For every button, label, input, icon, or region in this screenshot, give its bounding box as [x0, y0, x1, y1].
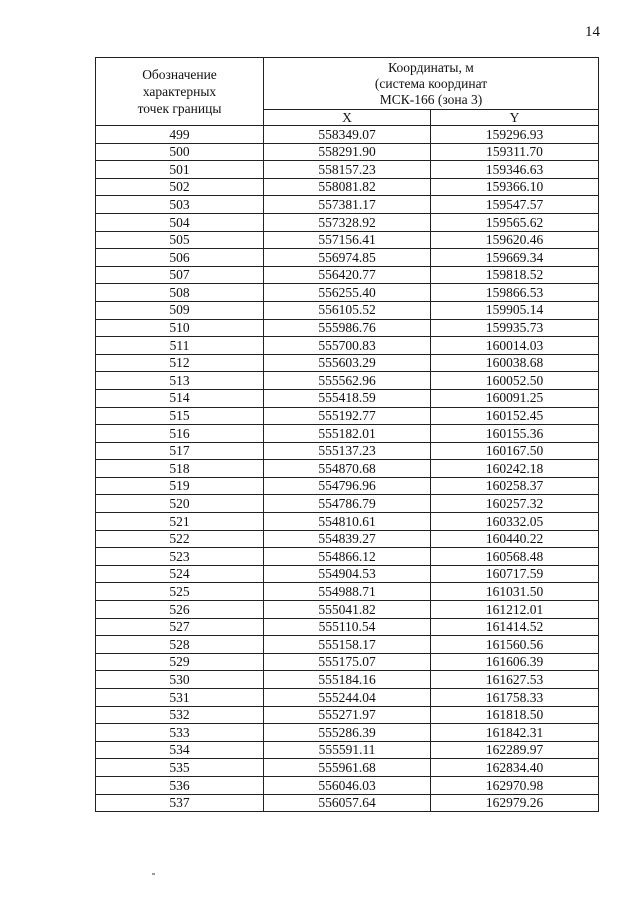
point-id-cell: 527: [96, 618, 264, 636]
y-coordinate-cell: 160257.32: [431, 495, 599, 513]
point-id-cell: 532: [96, 706, 264, 724]
y-coordinate-cell: 160014.03: [431, 337, 599, 355]
x-coordinate-cell: 556255.40: [264, 284, 431, 302]
x-column-header: X: [264, 110, 431, 126]
table-row: [96, 178, 599, 196]
y-coordinate-cell: 161560.56: [431, 636, 599, 654]
x-coordinate-cell: 558081.82: [264, 178, 431, 196]
point-id-cell: 519: [96, 477, 264, 495]
table-row: [96, 196, 599, 214]
x-coordinate-cell: 555137.23: [264, 442, 431, 460]
y-coordinate-cell: 160242.18: [431, 460, 599, 478]
x-coordinate-cell: 555961.68: [264, 759, 431, 777]
table-row: [96, 213, 599, 231]
y-coordinate-cell: 159905.14: [431, 301, 599, 319]
y-coordinate-cell: 161414.52: [431, 618, 599, 636]
coords-header-line-1: Координаты, м: [388, 59, 474, 75]
table-row: [96, 284, 599, 302]
point-id-cell: 511: [96, 337, 264, 355]
y-coordinate-cell: 160155.36: [431, 425, 599, 443]
table-row: [96, 143, 599, 161]
x-coordinate-cell: 558157.23: [264, 161, 431, 179]
table-row: [96, 759, 599, 777]
x-coordinate-cell: 554796.96: [264, 477, 431, 495]
x-coordinate-cell: 556057.64: [264, 794, 431, 812]
table-row: [96, 636, 599, 654]
point-id-cell: 516: [96, 425, 264, 443]
table-row: [96, 161, 599, 179]
point-id-cell: 504: [96, 213, 264, 231]
y-coordinate-cell: 161758.33: [431, 689, 599, 707]
point-id-cell: 514: [96, 389, 264, 407]
table-row: [96, 724, 599, 742]
table-row: [96, 301, 599, 319]
y-coordinate-cell: 160038.68: [431, 354, 599, 372]
x-coordinate-cell: 558349.07: [264, 126, 431, 144]
y-coordinate-cell: 160152.45: [431, 407, 599, 425]
coordinates-table: [95, 57, 599, 812]
table-row: [96, 126, 599, 144]
point-id-cell: 517: [96, 442, 264, 460]
table-row: [96, 460, 599, 478]
point-id-cell: 515: [96, 407, 264, 425]
x-coordinate-cell: 554786.79: [264, 495, 431, 513]
point-id-cell: 528: [96, 636, 264, 654]
point-id-cell: 503: [96, 196, 264, 214]
x-coordinate-cell: 555041.82: [264, 601, 431, 619]
x-coordinate-cell: 555158.17: [264, 636, 431, 654]
table-row: [96, 495, 599, 513]
point-header-line-1: Обозначение: [142, 67, 217, 82]
point-id-cell: 505: [96, 231, 264, 249]
x-coordinate-cell: 556046.03: [264, 776, 431, 794]
table-row: [96, 530, 599, 548]
y-coordinate-cell: 159346.63: [431, 161, 599, 179]
y-coordinate-cell: 162289.97: [431, 741, 599, 759]
table-row: [96, 442, 599, 460]
x-coordinate-cell: 555271.97: [264, 706, 431, 724]
y-coordinate-cell: 159565.62: [431, 213, 599, 231]
coordinates-table-body: [96, 126, 599, 812]
x-coordinate-cell: 555603.29: [264, 354, 431, 372]
x-coordinate-cell: 554810.61: [264, 513, 431, 531]
table-row: [96, 741, 599, 759]
x-coordinate-cell: 555986.76: [264, 319, 431, 337]
point-id-cell: 522: [96, 530, 264, 548]
table-row: [96, 601, 599, 619]
x-coordinate-cell: 555700.83: [264, 337, 431, 355]
coords-header-line-3: МСК-166 (зона 3): [379, 91, 483, 107]
y-coordinate-cell: 160332.05: [431, 513, 599, 531]
table-row: [96, 389, 599, 407]
point-id-cell: 537: [96, 794, 264, 812]
point-id-cell: 524: [96, 565, 264, 583]
coordinates-header: [264, 58, 599, 110]
table-row: [96, 425, 599, 443]
coords-header-line-2: (система координат: [374, 75, 488, 91]
point-id-cell: 513: [96, 372, 264, 390]
point-id-cell: 502: [96, 178, 264, 196]
point-id-cell: 520: [96, 495, 264, 513]
y-coordinate-cell: 160717.59: [431, 565, 599, 583]
x-coordinate-cell: 557381.17: [264, 196, 431, 214]
x-coordinate-cell: 554904.53: [264, 565, 431, 583]
y-coordinate-cell: 160440.22: [431, 530, 599, 548]
table-row: [96, 565, 599, 583]
point-header-line-3: точек границы: [137, 101, 222, 116]
y-coordinate-cell: 161031.50: [431, 583, 599, 601]
table-row: [96, 618, 599, 636]
table-row: [96, 231, 599, 249]
point-id-cell: 521: [96, 513, 264, 531]
table-row: [96, 319, 599, 337]
y-coordinate-cell: 159935.73: [431, 319, 599, 337]
x-coordinate-cell: 555192.77: [264, 407, 431, 425]
point-id-cell: 518: [96, 460, 264, 478]
y-coordinate-cell: 160167.50: [431, 442, 599, 460]
y-coordinate-cell: 160052.50: [431, 372, 599, 390]
x-coordinate-cell: 555286.39: [264, 724, 431, 742]
point-id-cell: 501: [96, 161, 264, 179]
point-id-cell: 523: [96, 548, 264, 566]
table-row: [96, 653, 599, 671]
point-id-cell: 530: [96, 671, 264, 689]
point-designation-header: [96, 58, 264, 126]
table-row: [96, 372, 599, 390]
table-row: [96, 477, 599, 495]
y-coordinate-cell: 161212.01: [431, 601, 599, 619]
x-coordinate-cell: 558291.90: [264, 143, 431, 161]
y-coordinate-cell: 162834.40: [431, 759, 599, 777]
x-coordinate-cell: 554870.68: [264, 460, 431, 478]
point-id-cell: 533: [96, 724, 264, 742]
x-coordinate-cell: 554839.27: [264, 530, 431, 548]
table-row: [96, 706, 599, 724]
point-id-cell: 536: [96, 776, 264, 794]
y-coordinate-cell: 160091.25: [431, 389, 599, 407]
y-coordinate-cell: 159818.52: [431, 266, 599, 284]
x-coordinate-cell: 555175.07: [264, 653, 431, 671]
x-coordinate-cell: 556974.85: [264, 249, 431, 267]
page-number: 14: [585, 24, 600, 40]
point-id-cell: 510: [96, 319, 264, 337]
x-coordinate-cell: 554988.71: [264, 583, 431, 601]
table-row: [96, 583, 599, 601]
table-row: [96, 513, 599, 531]
point-id-cell: 500: [96, 143, 264, 161]
point-id-cell: 535: [96, 759, 264, 777]
point-id-cell: 507: [96, 266, 264, 284]
point-id-cell: 529: [96, 653, 264, 671]
y-coordinate-cell: 159547.57: [431, 196, 599, 214]
table-row: [96, 249, 599, 267]
x-coordinate-cell: 557156.41: [264, 231, 431, 249]
point-id-cell: 534: [96, 741, 264, 759]
y-coordinate-cell: 159366.10: [431, 178, 599, 196]
table-row: [96, 671, 599, 689]
x-coordinate-cell: 554866.12: [264, 548, 431, 566]
y-coordinate-cell: 161606.39: [431, 653, 599, 671]
point-id-cell: 508: [96, 284, 264, 302]
point-id-cell: 525: [96, 583, 264, 601]
y-coordinate-cell: 160258.37: [431, 477, 599, 495]
x-coordinate-cell: 556105.52: [264, 301, 431, 319]
y-coordinate-cell: 159620.46: [431, 231, 599, 249]
x-coordinate-cell: 555184.16: [264, 671, 431, 689]
point-id-cell: 531: [96, 689, 264, 707]
y-coordinate-cell: 162970.98: [431, 776, 599, 794]
x-coordinate-cell: 555591.11: [264, 741, 431, 759]
x-coordinate-cell: 555562.96: [264, 372, 431, 390]
table-row: [96, 354, 599, 372]
x-coordinate-cell: 555110.54: [264, 618, 431, 636]
point-id-cell: 509: [96, 301, 264, 319]
y-coordinate-cell: 159866.53: [431, 284, 599, 302]
y-coordinate-cell: 161627.53: [431, 671, 599, 689]
x-coordinate-cell: 555244.04: [264, 689, 431, 707]
y-coordinate-cell: 159669.34: [431, 249, 599, 267]
table-row: [96, 776, 599, 794]
point-id-cell: 506: [96, 249, 264, 267]
y-coordinate-cell: 159296.93: [431, 126, 599, 144]
y-coordinate-cell: 161842.31: [431, 724, 599, 742]
x-coordinate-cell: 555418.59: [264, 389, 431, 407]
table-row: [96, 548, 599, 566]
table-row: [96, 266, 599, 284]
y-coordinate-cell: 161818.50: [431, 706, 599, 724]
x-coordinate-cell: 557328.92: [264, 213, 431, 231]
point-id-cell: 526: [96, 601, 264, 619]
point-id-cell: 512: [96, 354, 264, 372]
table-row: [96, 407, 599, 425]
scan-speck: [152, 873, 155, 875]
y-coordinate-cell: 162979.26: [431, 794, 599, 812]
x-coordinate-cell: 555182.01: [264, 425, 431, 443]
y-column-header: Y: [431, 110, 599, 126]
point-id-cell: 499: [96, 126, 264, 144]
table-row: [96, 337, 599, 355]
table-row: [96, 689, 599, 707]
table-row: [96, 794, 599, 812]
point-header-line-2: характерных: [142, 84, 217, 99]
y-coordinate-cell: 160568.48: [431, 548, 599, 566]
x-coordinate-cell: 556420.77: [264, 266, 431, 284]
y-coordinate-cell: 159311.70: [431, 143, 599, 161]
